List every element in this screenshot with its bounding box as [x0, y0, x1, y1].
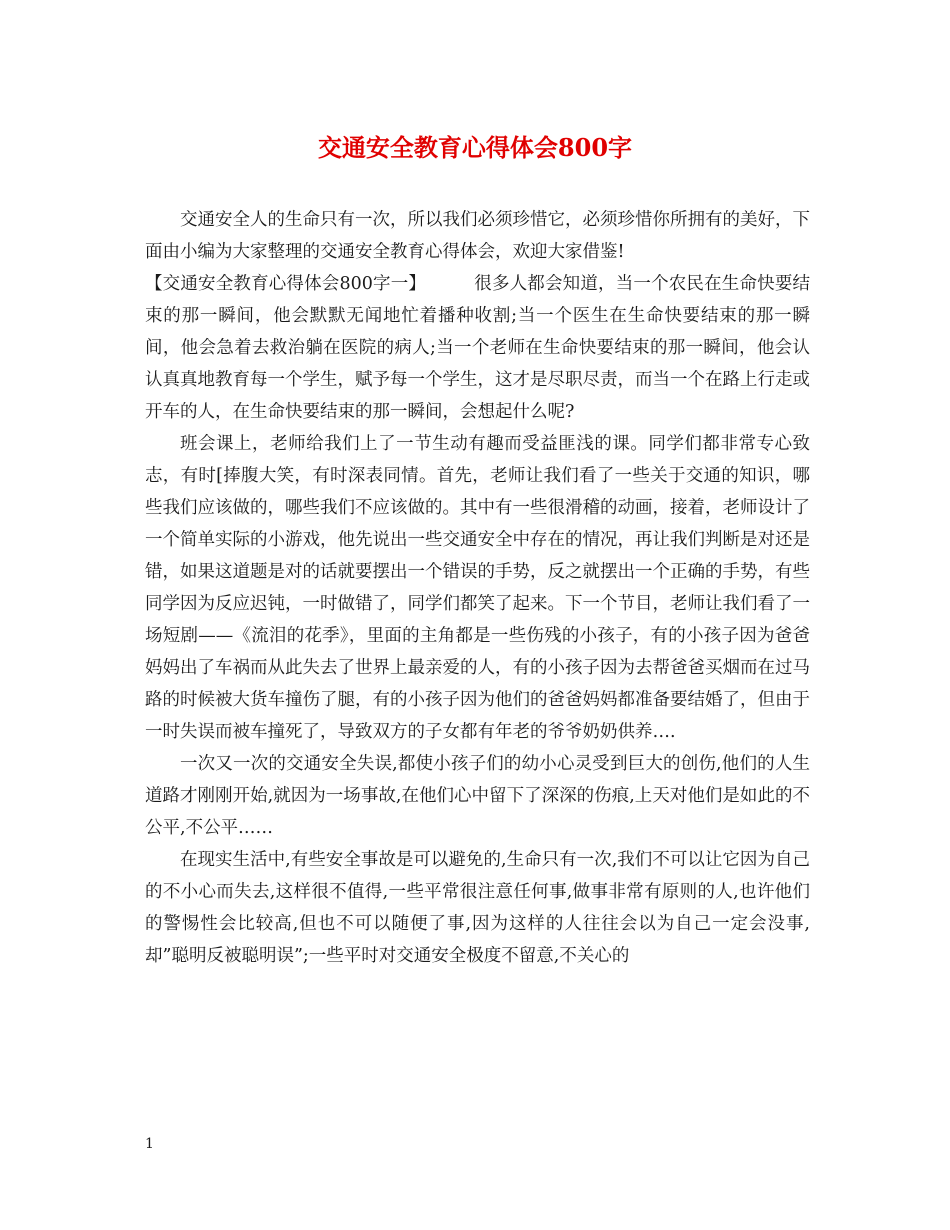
class-meeting-paragraph: 班会课上，老师给我们上了一节生动有趣而受益匪浅的课。同学们都非常专心致志，有时[捧腹大笑，有时深表同情。首先，老师让我们看了一些关于交通的知识，哪些我们应该做的，哪些我们不应该做的。其中有一些很滑稽的动画，接着，老师设计了一个简单实际的小游戏，他先说出一些交通安全中存在的情况，再让我们判断是对还是错，如果这道题是对的话就要摆出一个错误的手势，反之就摆出一个正确的手势，有些同学因为反应迟钝，一时做错了，同学们都笑了起来。下一个节目，老师让我们看了一场短剧——《流泪的花季》，里面的主角都是一些伤残的小孩子，有的小孩子因为爸爸妈妈出了车祸而从此失去了世界上最亲爱的人，有的小孩子因为去帮爸爸买烟而在过马路的时候被大货车撞伤了腿，有的小孩子因为他们的爸爸妈妈都准备要结婚了，但由于一时失误而被车撞死了，导致双方的子女都有年老的爷爷奶奶供养…. [145, 434, 810, 742]
document-body [145, 204, 810, 972]
accidents-paragraph: 一次又一次的交通安全失误,都使小孩子们的幼小心灵受到巨大的创伤,他们的人生道路才刚刚开始,就因为一场事故,在他们心中留下了深深的伤痕,上天对他们是如此的不公平,不公平…… [145, 754, 810, 838]
intro-paragraph: 交通安全人的生命只有一次，所以我们必须珍惜它，必须珍惜你所拥有的美好，下面由小编为大家整理的交通安全教育心得体会，欢迎大家借鉴! [145, 210, 810, 262]
document-title: 交通安全教育心得体会800字 [317, 133, 633, 162]
page-number: 1 [145, 1136, 154, 1152]
section-heading: 【交通安全教育心得体会800字一】 [145, 274, 427, 294]
section-one-paragraph [145, 268, 810, 428]
section-one-text: 很多人都会知道，当一个农民在生命快要结束的那一瞬间，他会默默无闻地忙着播种收割;当一个医生在生命快要结束的那一瞬间，他会急着去救治躺在医院的病人;当一个老师在生命快要结束的那一瞬间，他会认认真真地教育每一个学生，赋予每一个学生，这才是尽职尽责，而当一个在路上行走或开车的人，在生命快要结束的那一瞬间，会想起什么呢? [145, 274, 810, 422]
real-life-paragraph: 在现实生活中,有些安全事故是可以避免的,生命只有一次,我们不可以让它因为自己的不小心而失去,这样很不值得,一些平常很注意任何事,做事非常有原则的人,也许他们的警惕性会比较高,但也不可以随便了事,因为这样的人往往会以为自己一定会没事,却”聪明反被聪明误”;一些平时对交通安全极度不留意,不关心的 [145, 850, 810, 966]
